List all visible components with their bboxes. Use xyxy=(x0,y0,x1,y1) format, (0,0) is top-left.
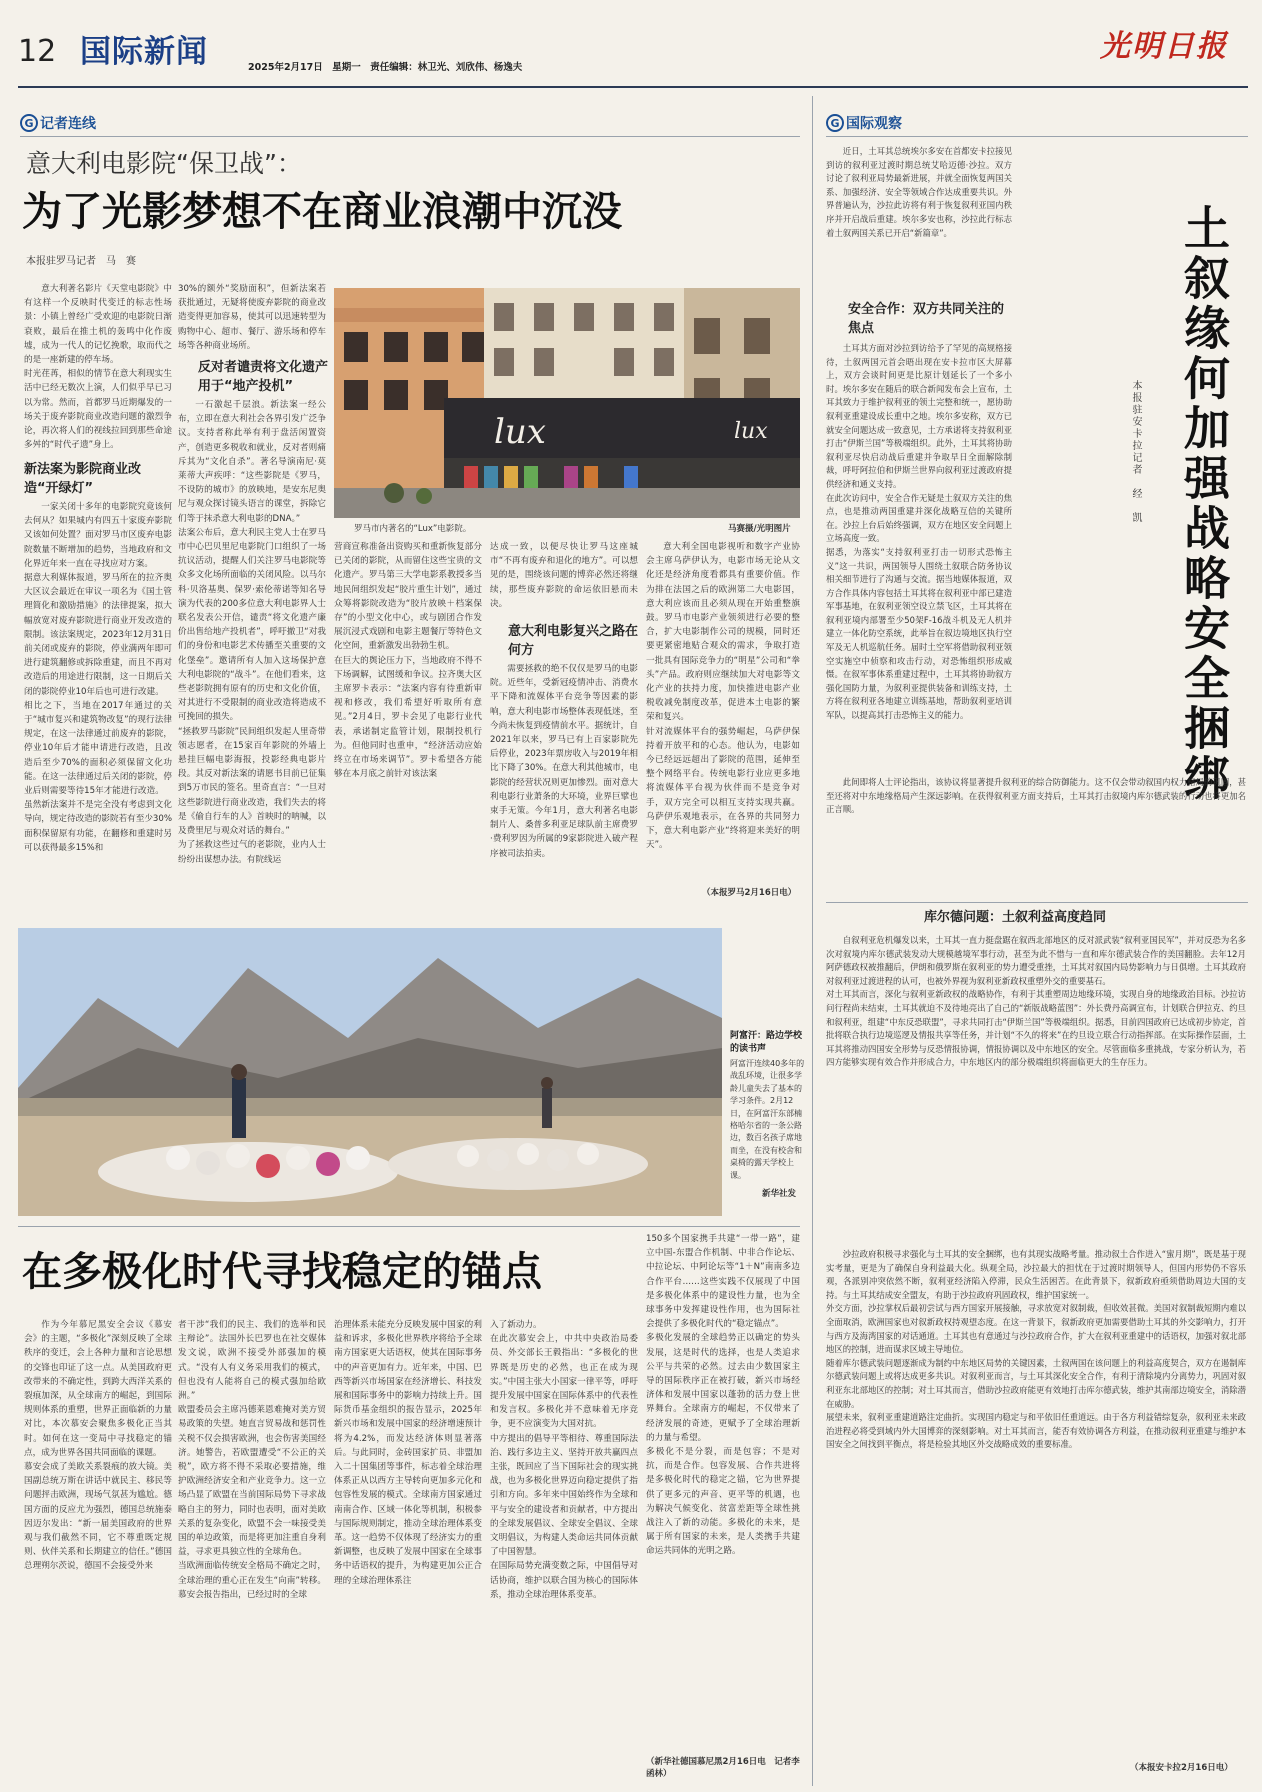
tag-label: 国际观察 xyxy=(846,116,902,132)
right-body-1b: 此间即将人士评论指出，该协议将显著提升叙利亚的综合防御能力。这不仅会带动叙国内权力格局的巩固，甚至还将对中东地缘格局产生深远影响。在获得叙利亚方面支持后，土耳其打击叙境内库尔德武装的行动也将更加名正言顺。 xyxy=(826,777,1246,815)
left-col-2: 30%的额外“奖励面积”，但新法案若获批通过，无疑将使废弃影院的商业改造变得更加容易，使其可以迅速转型为购物中心、超市、餐厅、游乐场和停车场等各种商业场所。 xyxy=(178,284,326,351)
bottom-dateline: （新华社德国慕尼黑2月16日电 记者李函林） xyxy=(646,1757,800,1779)
subhead-security: 安全合作：双方共同关注的焦点 xyxy=(848,302,1005,336)
bottom-col-5: 150多个国家携手共建“一带一路”，建立中国-东盟合作机制、中非合作论坛、中拉论坛、中阿论坛等“1＋N”南南多边合作平台……这些实践不仅展现了中国是多极化体系中的建设性力量，也为全球事务中发挥建设性作用，也为国际社会提供了多极化时代的“稳定锚点”。 多极化发展的全球趋势正以确定的势头发展，这是时代的选择，也是人类追求公平与共荣的必然。过去由少数国家主导的国际秩序正在被打破，新兴市场经济体和发展中国家以蓬勃的活力登上世界舞台。全球南方的崛起，不仅带来了经济发展的奇迹，更赋予了全球治理新的力量与希望。 多极化不是分裂，而是包容；不是对抗，而是合作。包容发展、合作共进将是多极化时代的稳定之锚，它为世界提供了更多元的声音、更平等的机遇，也为解决气候变化、贫富差距等全球性挑战注入了新的动能。多极化的未来，是属于所有国家的未来，是人类携手共建命运共同体的光明之路。 xyxy=(646,1234,800,1557)
roadside-school-illustration xyxy=(18,928,722,1216)
right-body-2b: 沙拉政府积极寻求强化与土耳其的安全捆绑，也有其现实战略考量。推动叙土合作进入“蜜月期”，既是基于现实考量，更是为了确保自身利益最大化。纵观全局，沙拉最大的担忧在于过渡时期领导人，但国内形势仍不容乐观，各派别冲突依然不断，叙利亚经济陷入停滞，民众生活困苦。在此背景下，叙新政府亟须借助周边大国的支持。与土耳其结成安全盟友，有助于沙拉政府巩固政权，维护国家统一。 外交方面，沙拉掌权后最初尝试与西方国家开展接触，寻求放宽对叙制裁，但收效甚微。美国对叙制裁短期内难以全面取消，欧洲国家也对叙新政权持观望态度。在这一背景下，叙新政府更加需要借助土耳其的外交影响力，打开与西方及海湾国家的对话通道。土耳其也有意通过与沙拉政府合作，扩大在叙利亚重建中的话语权，加强对叙北部地区的控制，进而谋求区域主导地位。 随着库尔德武装问题逐渐成为制约中东地区局势的关键因素，土叙两国在该问题上的利益高度契合，双方在遏制库尔德武装问题上或将达成更多共识。对叙利亚而言，与土耳其深化安全合作，有利于清除境内分离势力，巩固对叙利亚东北部地区的控制；对土耳其而言，借助沙拉政府能更有效地打击库尔德武装，维护其南部边境安全，消除潜在威胁。 展望未来，叙利亚重建道路注定曲折。实现国内稳定与和平依旧任重道远。由于各方利益错综复杂，叙利亚未来政治进程必将受到域内外大国博弈的深刻影响。对土耳其而言，能否有效协调各方利益，在推动叙利亚重建与维护本国安全之间找到平衡点，将是检验其地区外交战略成效的重要标准。 xyxy=(826,1249,1246,1450)
right-body-2: 自叙利亚危机爆发以来，土耳其一直力挺盘踞在叙西北部地区的反对派武装“叙利亚国民军”，并对反恐为名多次对叙境内库尔德武装发动大规模越境军事行动，甚至为此不惜与一直和库尔德武装合作的美国翻脸。去年12月阿萨德政权被推翻后，伊朗和俄罗斯在叙利亚的势力遭受重挫，土耳其对叙国内局势影响力与日俱增。土耳其政府对叙利亚过渡进程的认可，也被外界视为叙利亚新政权重塑外交的重要基石。 对土耳其而言，深化与叙利亚新政权的战略协作，有利于其重塑周边地缘环境，实现自身的地缘政治目标。沙拉访问行程尚未结束，土耳其就迫不及待地亮出了自己的“新版战略蓝图”：外长费丹高调宣布，计划联合伊拉克、约旦和叙利亚，组建“中东反恐联盟”，寻求共同打击“伊斯兰国”等极端组织。据悉，目前四国政府已达成初步协定，首批将联合执行边境巡逻及情报共享等任务，并计划“不久的将来”在约旦设立联合行动指挥部。在实际操作层面，土耳其将推动四国安全形势与反恐情报协调，情报协调以及中东地区的安全。尽管面临多重挑战，专家分析认为，若四方能够实现有效合作并形成合力，中东地区内的部分极端组织将面临更大的生存压力。 xyxy=(826,935,1246,1068)
left-col-1b: 一家关闭十多年的电影院究竟该何去何从？如果城内有四五十家废弃影院又该如何处置？面对罗马市区废弃电影院数量不断增加的趋势，当地政府和文化界近年来一直在寻找应对方案。 据意大利媒体报道，罗马所在的拉齐奥大区议会最近在审议一项名为《国土管理简化和激励措施》的法律提案，拟大幅放宽对废弃影院进行商业开发改造的限制。该法案规定，2023年12月31日前关闭或废弃的影院，停业满两年即可进行建筑翻修或拆除重建，而且不再对改造后的用途进行限制，这一日期后关闭的影院停业10年后也可进行改建。 相比之下，当地在2017年通过的关于“城市复兴和建筑物改复”的现行法律规定，在这一法律通过前废弃的影院，停业10年后才能申请进行改造，且改造后至少70%的面积必须保留文化功能。在这一法律通过后关闭的影院，停业后则需要等待15年才能进行改造。 虽然新法案并不是完全没有考虑到文化导向，规定待改造的影院若有至少30%面积保留原有功能，在翻修和重建时另可以获得最多15%和 xyxy=(24,502,172,853)
bottom-col-3: 治理体系未能充分反映发展中国家的利益和诉求，多极化世界秩序将给予全球南方国家更大话语权，使其在国际事务中的声音更加有力。近年来，中国、巴西等新兴市场国家在经济增长、科技发展和国际事务中的影响力持续上升。国际货币基金组织的报告显示，2025年新兴市场和发展中国家的经济增速预计将为4.2%，而发达经济体则显著落后。与此同时，金砖国家扩员、非盟加入二十国集团等事件，标志着全球治理体系正从以西方主导转向更加多元化和包容性发展的模式。全球南方国家通过南南合作、区域一体化等机制，积极参与国际规则制定，推动全球治理体系变革。这一趋势不仅体现了经济实力的重新调整，也反映了发展中国家在全球事务中话语权的提升，为构建更加公正合理的全球治理体系注 xyxy=(334,1320,482,1586)
tag-underline xyxy=(20,136,800,137)
tag-reporter-link xyxy=(20,110,96,136)
subhead-revival: 意大利电影复兴之路在何方 xyxy=(508,624,639,658)
tag-label: 记者连线 xyxy=(40,116,96,132)
photo2-caption-body: 阿富汗连续40多年的战乱环境，让很多学龄儿童失去了基本的学习条件。2月12日，在阿富汗东部楠格哈尔省的一条公路边，数百名孩子席地而坐，在没有校舍和桌椅的露天学校上课。 xyxy=(730,1059,805,1180)
tag-international-watch xyxy=(826,110,902,136)
right-body-1: 土耳其方面对沙拉到访给予了罕见的高规格接待，土叙两国元首会晤出现在安卡拉市区大屏幕上，双方会谈时间更是比原计划延长了一个多小时。埃尔多安在随后的联合新闻发布会上宣布，土耳其致力于维护叙利亚的领土完整和统一，愿协助叙利亚重建设成长重中之地。埃尔多安称，双方已就安全问题达成一致意见，土方承诺将支持叙利亚打击“伊斯兰国”等极端组织。此外，土耳其将协助叙利亚尽快启动战后重建并争取早日全面解除制裁，呼吁阿拉伯和伊斯兰世界向叙利亚过渡政府提供经济和通义支持。 在此次访问中，安全合作无疑是土叙双方关注的焦点，也是推动两国重建并深化战略互信的关键所在。沙拉上台后始终强调，双方在地区安全问题上立场高度一致。 据悉，为落实“支持叙利亚打击一切形式恐怖主义”这一共识，两国领导人围绕土叙联合防务协议相关细节进行了沟通与交流。据当地媒体报道，双方合作具体内容包括土耳其将在叙利亚中部已建造军事基地，在叙利亚领空设立禁飞区，土耳其将在叙利亚境内部署至少50架F-16战斗机及无人机并建立一体化防空系统，此举旨在叙边境地区执行空军及无人机巡航任务。届时土空军将借助叙利亚领空实施空中侦察和攻击行动，对恐怖组织形成威慑。在叙军事体系重建过程中，土耳其将协助叙方强化国防力量，为叙利亚提供装备和训练支持，土方将在叙利亚各地建立训练基地，帮助叙利亚培训军队，以提高其打击恐怖主义的能力。 xyxy=(826,343,1012,721)
subhead-kurdish: 库尔德问题：土叙利益高度趋同 xyxy=(924,910,1107,925)
left-col-3: 营商宣称准备出资购买和重新恢复部分已关闭的影院，从而留住这些宝贵的文化遗产。罗马第三大学电影系教授多当地民间组织发起“胶片重生计划”，通过众筹将影院改造为“胶片放映＋档案保存”的小型文化中心，或与剧团合作发展沉浸式戏剧和电影主题餐厅等特色文化空间，重新激发出勃勃生机。 在巨大的舆论压力下，当地政府不得不下场调解，试图缓和争议。拉齐奥大区主席罗卡表示：“法案内容有待重新审视和修改，我们希望好听取所有意见。”2月4日，罗卡会见了电影行业代表，承诺制定监管计划，限制投机行为。但他同时也重申，“经济活动应始终立在市场来调节”。罗卡希望各方能够在本月底之前针对该法案 xyxy=(334,542,482,780)
bottom-col-4: 入了新动力。 在此次慕安会上，中共中央政治局委员、外交部长王毅指出：“多极化的世界既是历史的必然，也正在成为现实。”中国主张大小国家一律平等，呼吁提升发展中国家在国际体系中的代表性和发言权。多极化并不意味着无序竞争，更不应演变为大国对抗。 中方提出的倡导平等相待、尊重国际法治、践行多边主义、坚持开放共赢四点主张，既回应了当下国际社会的现实挑战，也为多极化世界迈向稳定提供了指引和方向。多年来中国始终作为全球和平与安全的建设者和贡献者，中方提出的全球发展倡议、全球安全倡议、全球文明倡议，为构建人类命运共同体贡献了中国智慧。 在国际局势充满变数之际，中国倡导对话协商，维护以联合国为核心的国际体系，推动全球治理体系变革。 xyxy=(490,1320,638,1600)
left-col-5: 意大利全国电影视听和数字产业协会主席乌萨伊认为，电影市场无论从文化还是经济角度看都具有重要价值。作为排在法国之后的欧洲第二大电影国，意大利应该而且必须从现在开始重整旗鼓。罗马市电影产业领须进行必要的整合，扩大电影制作公司的规模，同时还要更紧密地贴合观众的需求，争取打造一批具有国际竞争力的“明星”公司和“拳头”产品。政府则应继续加大对电影等文化产业的扶持力度，加快推进电影产业税收减免制度改革，促进本土电影的繁荣和复兴。 针对流媒体平台的强势崛起，乌萨伊保持着开放平和的心态。他认为，电影如今已经远远超出了影院的范围，延伸至整个网络平台。传统电影行业应更多地将流媒体平台视为伙伴而不是竞争对手，双方完全可以相互支持实现共赢。乌萨伊乐观地表示，在各界的共同努力下，意大利电影产业“终将迎来美好的明天”。 xyxy=(646,542,800,851)
left-col-4: 达成一致，以便尽快让罗马这座城市“不再有废弃和退化的地方”。可以想见的是，围绕该问题的博弈必然还将继续，那些废弃影院的命运依旧悬而未决。 xyxy=(490,542,638,609)
left-dateline: （本报罗马2月16日电） xyxy=(702,888,797,898)
article-byline: 本报驻罗马记者 马 赛 xyxy=(26,256,136,267)
subhead-opponents: 反对者谴责将文化遗产用于“地产投机” xyxy=(198,360,329,394)
g-badge-icon: G xyxy=(20,114,38,132)
photo1-credit: 马赛摄/光明图片 xyxy=(728,524,791,534)
right-sub2-rule xyxy=(826,902,1248,903)
left-col-2b: 一石激起千层浪。新法案一经公布，立即在意大利社会各界引发广泛争议。支持者称此举有利于盘活闲置资产，创造更多税收和就业，反对者则痛斥其为“文化自杀”。著名导演南尼·莫莱蒂大声疾呼：“这些影院是《罗马，不设防的城市》的放映地，是安东尼奥尼与观众探讨镜头语言的课堂，拆除它们等于抹杀意大利电影的DNA。” 法案公布后，意大利民主党人士在罗马市中心巴贝里尼电影院门口组织了一场抗议活动，提醒人们关注罗马电影院等众多文化场所面临的关闭风险。以马尔科·贝洛基奥、保罗·索伦蒂诺等知名导演为代表的200多位意大利电影界人士联名发表公开信，谴责“将文化遗产廉价出售给地产投机者”，呼吁撤卫“对我们的身份和电影艺术传播至关重要的文化堡垒”。邀请所有人加入这场保护意大利电影院的“战斗”。在他们看来，这些老影院拥有原有的历史和文化价值，对其进行不受限制的商业改造将造成不可挽回的损失。 “拯救罗马影院”民间组织发起人里奇带领志愿者，在15家百年影院的外墙上悬挂巨幅电影海报，投影经典电影片段。其反对新法案的请愿书目前已征集到5万市民的签名。里奇直言：“一旦对这些影院进行商业改造，我们失去的将是《偷自行车的人》首映时的呐喊，以及费里尼与观众对话的舞台。” 为了拯救这些过气的老影院，业内人士纷纷出谋想办法。有院线运 xyxy=(178,400,326,865)
photo1-caption: 罗马市内著名的“Lux”电影院。 xyxy=(354,524,472,534)
svg-text:lux: lux xyxy=(734,419,768,444)
subhead-new-bill: 新法案为影院商业改造“开绿灯” xyxy=(24,462,142,496)
bottom-col-1: 作为今年慕尼黑安全会议《慕安会》的主题，“多极化”深刻反映了全球秩序的变迁，会上各种力量和言论思想的交锋也印证了这一点。从美国政府更改带来的不确定性，到跨大西洋关系的裂痕加深，从全球南方的崛起，到国际规则体系的重塑，世界正面临新的力量对比，本次慕安会聚焦多极化正当其时。如何在这一变局中寻找稳定的锚点，成为世界各国共同面临的课题。 慕安会成了美欧关系裂痕的放大镜。美国副总统万斯在讲话中就民主、移民等问题抨击欧洲，现场气氛甚为尴尬。德国方面的反应尤为强烈，德国总统施泰因迈尔发出：“新一届美国政府的世界观与我们截然不同，它不尊重既定规则、伙伴关系和长期建立的信任。”德国总理朔尔茨说，德国不会接受外来 xyxy=(24,1320,172,1572)
lux-cinema-photo xyxy=(334,288,800,518)
right-tag-underline xyxy=(826,136,1248,137)
masthead-logo: 光明日报 xyxy=(1100,29,1228,64)
article-kicker: 意大利电影院“保卫战”： xyxy=(26,149,302,178)
photo2-caption-title: 阿富汗：路边学校的读书声 xyxy=(730,1031,803,1054)
lux-cinema-illustration xyxy=(334,288,800,518)
date-line: 2025年2月17日 星期一 责任编辑：林卫光、刘欣伟、杨逸夫 xyxy=(248,62,523,73)
g-badge-icon: G xyxy=(826,114,844,132)
left-col-1: 意大利著名影片《天堂电影院》中有这样一个反映时代变迁的标志性场景：小镇上曾经广受欢迎的电影院日渐衰败，最后在推土机的轰鸣中化作废墟，成为一代人的记忆挽歌，取而代之的是一座新建的停车场。 时光荏苒，相似的情节在意大利现实生活中已经无数次上演，人们似乎早已习以为常。然而，首都罗马近期爆发的一场关于废弃影院商业改造问题的激烈争论，再次将人们的视线拉回到那些命途多舛的“时代孑遗”身上。 xyxy=(24,284,172,451)
bottom-headline: 在多极化时代寻找稳定的锚点 xyxy=(22,1248,542,1295)
right-intro: 近日，土耳其总统埃尔多安在首都安卡拉接见到访的叙利亚过渡时期总统艾哈迈德·沙拉。双方讨论了叙利亚局势最新进展，并就全面恢复两国关系、加强经济、安全等领域合作达成重要共识。外界普遍认为，沙拉此访将有利于恢复叙利亚国内秩序并开启战后重建。埃尔多安也称，沙拉此行标志着土叙两国关系已开启“新篇章”。 xyxy=(826,146,1012,238)
page-number: 12 xyxy=(18,34,57,69)
afghan-school-photo xyxy=(18,928,722,1216)
header-rule xyxy=(18,86,1248,88)
right-headline: 土叙缘何加强战略安全捆绑 xyxy=(1177,204,1231,804)
right-byline: 本报驻安卡拉记者 经 凯 xyxy=(1130,380,1141,524)
left-col-4b: 需要拯救的绝不仅仅是罗马的电影院。近些年，受新冠疫情冲击、消费水平下降和流媒体平台竞争等因素的影响，意大利电影市场整体表现低迷，至今尚未恢复到疫情前水平。据统计，自2021年以来，罗马已有上百家影院先后停业，2023年票房收入与2019年相比下降了30%。在意大利其他城市，电影院的经营状况则更加惨烈。面对意大利电影行业萧条的大环境，业界巨擘也束手无策。今年1月，意大利著名电影制片人、桑普多利亚足球队前主席费罗·费利罗因为所属的9家影院进入破产程序被司法拍卖。 xyxy=(490,664,638,859)
right-dateline: （本报安卡拉2月16日电） xyxy=(1130,1763,1233,1773)
svg-text:lux: lux xyxy=(494,412,546,452)
section-title: 国际新闻 xyxy=(80,34,208,70)
vertical-divider xyxy=(812,96,813,1786)
bottom-col-2: 者干涉“我们的民主、我们的选举和民主辩论”。法国外长巴罗也在社交媒体发文说，欧洲不接受外部强加的模式。“没有人有义务采用我们的模式，但也没有人能将自己的模式强加给欧洲。” 欧盟委员会主席冯德莱恩难掩对美方贸易政策的失望。她直言贸易战和惩罚性关税不仅会损害欧洲，也会伤害美国经济。她警告，若欧盟遭受“不公正的关税”，欧方将不得不采取必要措施，维护欧洲经济安全和产业竞争力。这一立场凸显了欧盟在当前国际局势下寻求战略自主的努力，同时也表明，面对美欧关系的复杂变化，欧盟不会一味接受美国的单边政策，而是将更加注重自身利益，寻求更具独立性的全球角色。 当欧洲面临传统安全格局不确定之时，全球治理的重心正在发生“向南”转移。慕安会报告指出，已经过时的全球 xyxy=(178,1320,326,1600)
article-headline: 为了光影梦想不在商业浪潮中沉没 xyxy=(22,188,622,235)
photo2-credit: 新华社发 xyxy=(762,1189,797,1199)
bottom-top-rule xyxy=(18,1226,800,1227)
